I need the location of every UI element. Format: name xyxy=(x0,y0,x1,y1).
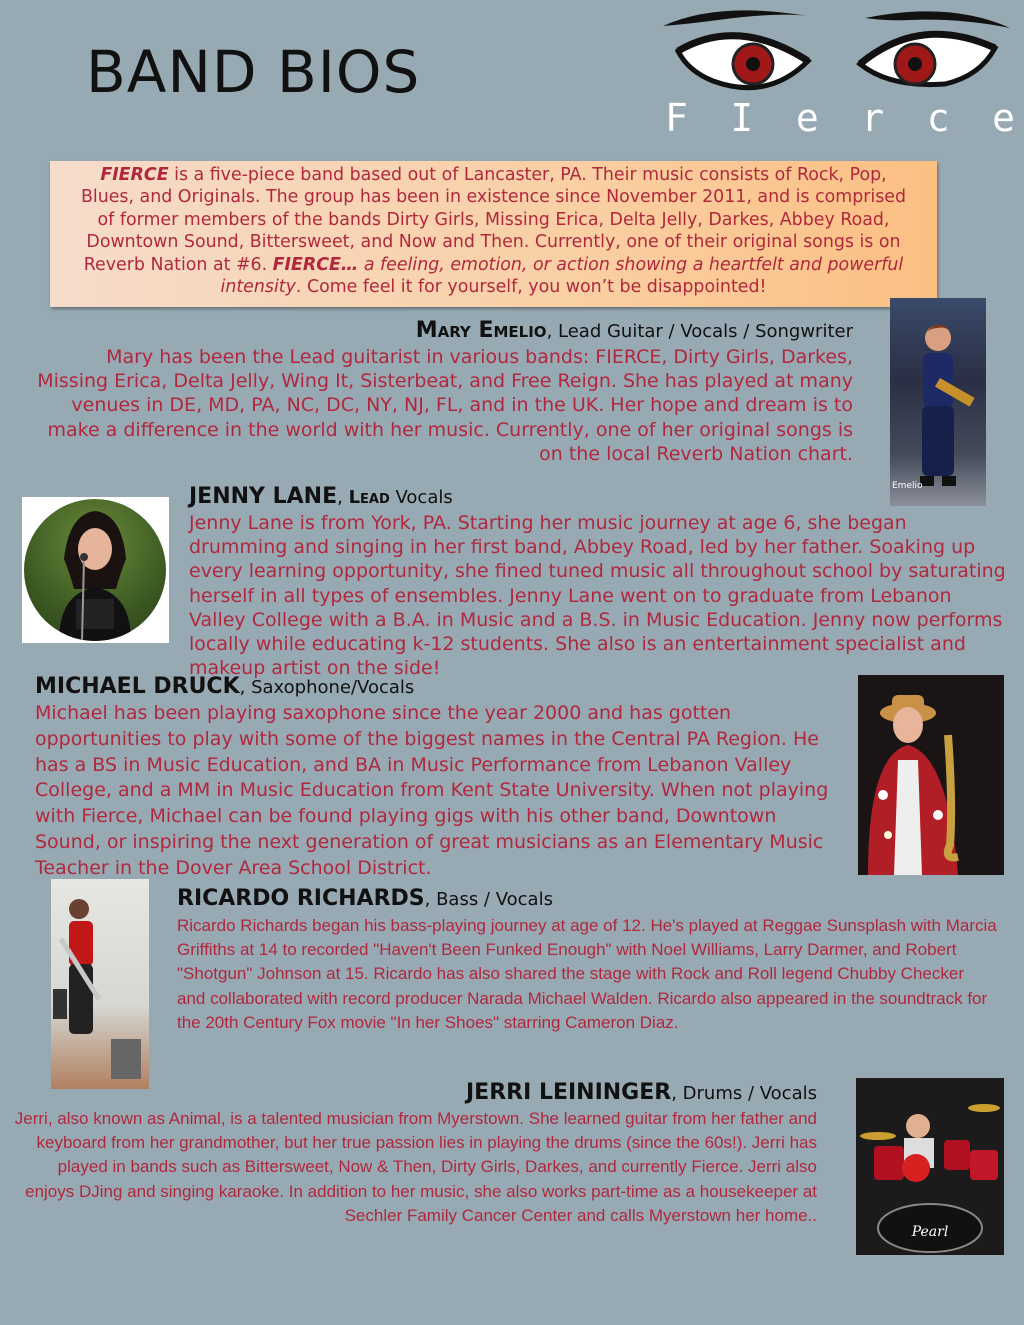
logo-letter: e xyxy=(795,96,819,140)
page-title: BAND BIOS xyxy=(86,38,421,106)
intro-band-name: FIERCE xyxy=(100,165,169,185)
band-logo-wordmark xyxy=(665,96,1015,140)
member-bio: Jerri, also known as Animal, is a talented musician from Myerstown. She learned guitar from her father and keyboard from her grandmother, but her true passion lies in playing the drums (since the 60s!). Jerri has played in bands such as Bittersweet, Now & Then, Dirty Girls, Darkes, and currently Fierce. Jerri also enjoys DJing and singing karaoke. In addition to her music, she also works part-time as a housekeeper at Sechler Family Cancer Center and calls Myerstown her home.. xyxy=(14,1109,817,1225)
member-photo xyxy=(856,1078,1004,1255)
intro-text-2: . Come feel it for yourself, you won’t be disappointed! xyxy=(295,277,767,298)
intro-band-name-2: FIERCE… xyxy=(272,254,359,275)
right-eye-icon xyxy=(850,6,1015,96)
singer-figure-icon xyxy=(24,499,166,641)
saxophonist-figure-icon xyxy=(858,675,1004,875)
intro-definition: a feeling, emotion, or action showing a heartfelt and powerful intensity xyxy=(220,254,904,298)
member-heading xyxy=(35,674,414,699)
drummer-figure-icon xyxy=(856,1078,1004,1255)
intro-box xyxy=(50,161,937,307)
member-heading xyxy=(300,1080,817,1105)
guitarist-figure-icon xyxy=(890,298,986,506)
photo-caption: Emelio xyxy=(892,481,923,491)
member-heading xyxy=(177,886,553,911)
left-eye-icon xyxy=(658,6,828,96)
member-name: JERRI LEININGER xyxy=(466,1080,672,1105)
logo-letter: c xyxy=(926,96,950,140)
member-role-prefix: , xyxy=(337,487,349,508)
member-bio: Ricardo Richards began his bass-playing journey at age of 12. He's played at Reggae Sunsplash with Marcia Griffiths at 14 to recorded "Haven't Been Funked Enough" with Noel Williams, Larry Darmer, and Robert "Shotgun" Johnson at 15. Ricardo has also shared the stage with Rock and Roll legend Chubby Checker and collaborated with record producer Narada Michael Walden. Ricardo also appeared in the soundtrack for the 20th Century Fox movie "In her Shoes" starring Cameron Diaz. xyxy=(177,916,997,1032)
member-photo xyxy=(22,497,169,643)
logo-letter: e xyxy=(992,96,1015,140)
bassist-figure-icon xyxy=(51,879,149,1089)
member-bio: Jenny Lane is from York, PA. Starting her music journey at age 6, she began drumming and singing in her first band, Abbey Road, led by her father. Soaking up every learning opportunity, she fined tuned music all throughout school by saturating herself in all types of ensembles. Jenny Lane went on to graduate from Lebanon Valley College with a B.A. in Music and a B.S. in Music Education. Jenny now performs locally while educating k-12 students. She also is an entertainment specialist and makeup artist on the side! xyxy=(189,512,1006,680)
logo-letter: r xyxy=(861,96,885,140)
member-name: RICARDO RICHARDS xyxy=(177,886,425,911)
logo-letter: F xyxy=(665,96,688,140)
member-photo xyxy=(890,298,986,506)
member-role: , Lead Guitar / Vocals / Songwriter xyxy=(546,321,853,342)
member-role: , Saxophone/Vocals xyxy=(239,677,415,698)
logo-letter: I xyxy=(730,96,754,140)
member-role: , Drums / Vocals xyxy=(671,1083,817,1104)
member-photo xyxy=(51,879,149,1089)
member-role-lead: Lead xyxy=(348,487,390,508)
member-bio: Michael has been playing saxophone since the year 2000 and has gotten opportunities to play with some of the biggest names in the Central PA Region. He has a BS in Music Education, and BA in Music Performance from Lebanon Valley College, and a MM in Music Education from Kent State University. When not playing with Fierce, Michael can be found playing gigs with his other band, Downtown Sound, or inspiring the next generation of great musicians as an Elementary Music Teacher in the Dover Area School District. xyxy=(35,702,829,879)
member-role: Vocals xyxy=(389,487,453,508)
member-bio: Mary has been the Lead guitarist in various bands: FIERCE, Dirty Girls, Darkes, Missing Erica, Delta Jelly, Wing It, Sisterbeat, and Free Reign. She has played at many venues in DE, MD, PA, NC, DC, NY, NJ, FL, and in the UK. Her hope and dream is to make a difference in the world with her music. Currently, one of her original songs is on the local Reverb Nation chart. xyxy=(37,346,853,465)
member-name: JENNY LANE xyxy=(189,484,338,509)
member-name: Mary Emelio xyxy=(415,318,547,343)
member-role: , Bass / Vocals xyxy=(424,889,553,910)
member-photo xyxy=(858,675,1004,875)
drum-brand-label: Pearl xyxy=(911,1224,949,1240)
member-heading xyxy=(300,318,853,343)
intro-text: is a five-piece band based out of Lancaster, PA. Their music consists of Rock, Pop, Blues, and Originals. The group has been in existence since November 2011, and is comprised of former members of the bands Dirty Girls, Missing Erica, Delta Jelly, Darkes, Abbey Road, Downtown Sound, Bittersweet, and Now and Then. Currently, one of their original songs is on Reverb Nation at #6. xyxy=(80,165,907,275)
member-heading xyxy=(189,484,453,509)
member-name: MICHAEL DRUCK xyxy=(35,674,240,699)
